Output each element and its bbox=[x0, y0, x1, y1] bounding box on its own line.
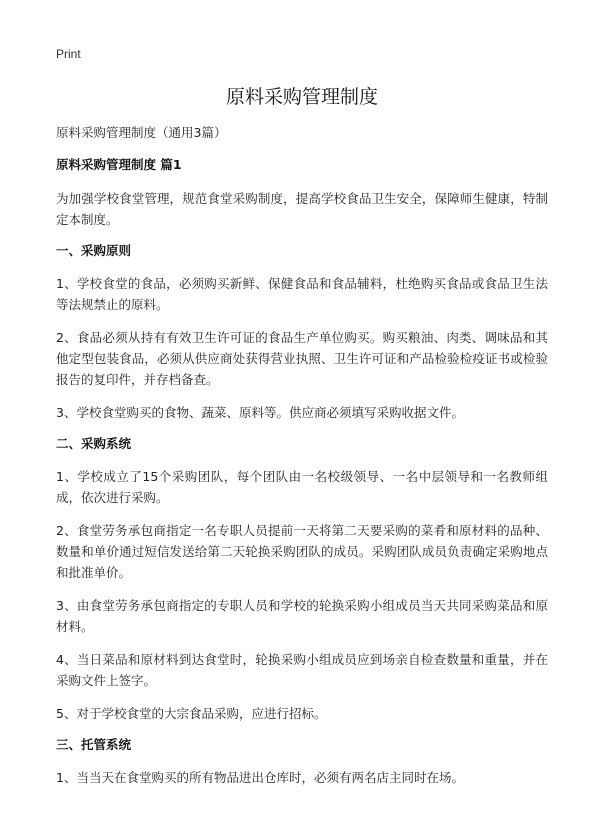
paragraph: 2、食品必须从持有有效卫生许可证的食品生产单位购买。购买粮油、肉类、调味品和其他定型包装食品，必须从供应商处获得营业执照、卫生许可证和产品检验检疫证书或检验报告的复印件，并存档备查。 bbox=[56, 330, 548, 387]
print-label[interactable]: Print bbox=[56, 47, 81, 61]
document-subtitle: 原料采购管理制度（通用3篇） bbox=[56, 125, 227, 140]
paragraph: 1、当当天在食堂购买的所有物品进出仓库时，必须有两名店主同时在场。 bbox=[56, 770, 464, 785]
section-procurement-system bbox=[56, 435, 548, 724]
paragraph: 3、学校食堂购买的食物、蔬菜、原料等。供应商必须填写采购收据文件。 bbox=[56, 405, 464, 420]
intro-paragraph: 为加强学校食堂管理，规范食堂采购制度，提高学校食品卫生安全，保障师生健康，特制定本制度。 bbox=[56, 191, 548, 227]
paragraph: 1、学校成立了15个采购团队，每个团队由一名校级领导、一名中层领导和一名教师组成，依次进行采购。 bbox=[56, 469, 548, 505]
paragraph: 5、对于学校食堂的大宗食品采购，应进行招标。 bbox=[56, 706, 327, 721]
section-procurement-principles bbox=[56, 242, 548, 423]
paragraph: 3、由食堂劳务承包商指定的专职人员和学校的轮换采购小组成员当天共同采购菜品和原材料。 bbox=[56, 598, 548, 634]
section-heading: 一、采购原则 bbox=[56, 243, 132, 258]
paragraph: 1、学校食堂的食品，必须购买新鲜、保健食品和食品辅料，杜绝购买食品或食品卫生法等法规禁止的原料。 bbox=[56, 276, 548, 312]
paragraph: 2、食堂劳务承包商指定一名专职人员提前一天将第二天要采购的菜肴和原材料的品种、数量和单价通过短信发送给第二天轮换采购团队的成员。采购团队成员负责确定采购地点和批准单价。 bbox=[56, 523, 548, 580]
document-title: 原料采购管理制度 bbox=[225, 86, 378, 108]
section-title: 原料采购管理制度 篇1 bbox=[56, 157, 182, 172]
paragraph: 4、当日菜品和原材料到达食堂时，轮换采购小组成员应到场亲自检查数量和重量，并在采购文件上签字。 bbox=[56, 652, 548, 688]
section-custody-system bbox=[56, 736, 548, 788]
section-heading: 二、采购系统 bbox=[56, 436, 132, 451]
section-heading: 三、托管系统 bbox=[56, 737, 132, 752]
